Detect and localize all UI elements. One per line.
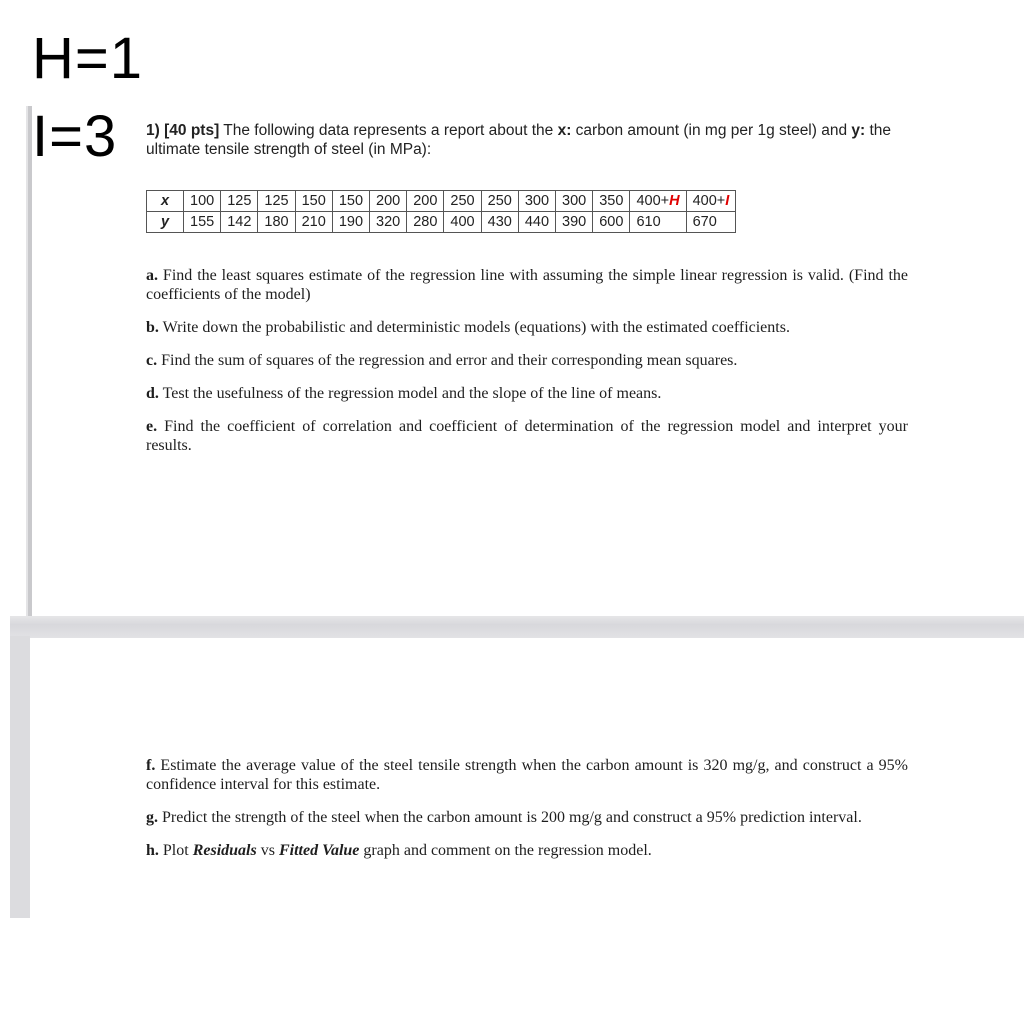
question-text-3: the ultimate tensile strength of steel (in MPa): bbox=[146, 122, 892, 158]
x-row bbox=[147, 191, 736, 212]
y-variable: y: bbox=[851, 122, 866, 139]
page-separator bbox=[10, 616, 1024, 638]
part-text: Plot bbox=[158, 842, 193, 859]
part-text: Write down the probabilistic and deterministic models (equations) with the estimated coefficients. bbox=[158, 319, 790, 336]
x-cell: 250 bbox=[481, 191, 518, 212]
x-cell-base: 400+ bbox=[636, 193, 670, 209]
part-text: graph and comment on the regression model. bbox=[359, 842, 652, 859]
x-cell: 100 bbox=[184, 191, 221, 212]
page-edge bbox=[10, 636, 30, 918]
part-h bbox=[146, 841, 908, 860]
y-row bbox=[147, 212, 736, 233]
handwritten-h-note: H=1 bbox=[32, 26, 144, 91]
part-label: c. bbox=[146, 352, 158, 369]
part-b bbox=[146, 318, 908, 337]
x-cell: 150 bbox=[332, 191, 369, 212]
y-cell: 210 bbox=[295, 212, 332, 233]
part-text: Predict the strength of the steel when the carbon amount is 200 mg/g and construct a 95% prediction interval. bbox=[158, 809, 862, 826]
part-label: d. bbox=[146, 385, 159, 402]
x-cell: 200 bbox=[407, 191, 444, 212]
part-text: Find the least squares estimate of the regression line with assuming the simple linear regression is valid. (Find the coefficients of the model) bbox=[146, 267, 908, 303]
y-cell: 670 bbox=[686, 212, 736, 233]
part-text: vs bbox=[256, 842, 279, 859]
y-cell: 142 bbox=[221, 212, 258, 233]
part-label: a. bbox=[146, 267, 158, 284]
x-cell: 300 bbox=[518, 191, 555, 212]
question-parts-page-1 bbox=[146, 266, 908, 469]
x-cell-var-i: I bbox=[725, 193, 730, 209]
x-cell: 250 bbox=[444, 191, 481, 212]
part-label: f. bbox=[146, 757, 156, 774]
y-cell: 280 bbox=[407, 212, 444, 233]
question-text-2: carbon amount (in mg per 1g steel) and bbox=[571, 122, 852, 139]
question-number: 1) bbox=[146, 122, 160, 139]
part-c bbox=[146, 351, 908, 370]
part-label: b. bbox=[146, 319, 159, 336]
y-row-label: y bbox=[147, 212, 184, 233]
part-label: h. bbox=[146, 842, 159, 859]
part-g bbox=[146, 808, 908, 827]
x-cell: 300 bbox=[556, 191, 593, 212]
x-cell: 125 bbox=[221, 191, 258, 212]
question-parts-page-2 bbox=[146, 756, 908, 874]
part-a bbox=[146, 266, 908, 304]
part-text: Find the coefficient of correlation and coefficient of determination of the regression model and interpret your results. bbox=[146, 418, 908, 454]
part-f bbox=[146, 756, 908, 794]
x-row-label: x bbox=[147, 191, 184, 212]
question-statement bbox=[146, 121, 906, 159]
part-text: Estimate the average value of the steel tensile strength when the carbon amount is 320 mg/g, and construct a 95% confidence interval for this estimate. bbox=[146, 757, 908, 793]
question-text-1: The following data represents a report about the bbox=[219, 122, 558, 139]
part-emphasis-residuals: Residuals bbox=[192, 842, 257, 859]
x-cell: 125 bbox=[258, 191, 295, 212]
y-cell: 190 bbox=[332, 212, 369, 233]
x-cell: 200 bbox=[370, 191, 407, 212]
y-cell: 155 bbox=[184, 212, 221, 233]
y-cell: 610 bbox=[630, 212, 686, 233]
data-table bbox=[146, 190, 736, 233]
x-variable: x: bbox=[557, 122, 572, 139]
x-cell: 150 bbox=[295, 191, 332, 212]
x-cell-base: 400+ bbox=[692, 193, 726, 209]
y-cell: 440 bbox=[518, 212, 555, 233]
part-text: Test the usefulness of the regression model and the slope of the line of means. bbox=[158, 385, 662, 402]
y-cell: 390 bbox=[556, 212, 593, 233]
x-cell-var-h: H bbox=[669, 193, 680, 209]
x-cell-special-i bbox=[686, 191, 736, 212]
y-cell: 400 bbox=[444, 212, 481, 233]
part-label: g. bbox=[146, 809, 158, 826]
part-emphasis-fitted-value: Fitted Value bbox=[278, 842, 360, 859]
part-label: e. bbox=[146, 418, 158, 435]
handwritten-i-note: I=3 bbox=[32, 104, 118, 169]
y-cell: 430 bbox=[481, 212, 518, 233]
y-cell: 320 bbox=[370, 212, 407, 233]
question-points: [40 pts] bbox=[164, 122, 220, 139]
y-cell: 180 bbox=[258, 212, 295, 233]
part-d bbox=[146, 384, 908, 403]
part-text: Find the sum of squares of the regression and error and their corresponding mean squares. bbox=[157, 352, 738, 369]
y-cell: 600 bbox=[593, 212, 630, 233]
part-e bbox=[146, 417, 908, 455]
x-cell: 350 bbox=[593, 191, 630, 212]
x-cell-special-h bbox=[630, 191, 686, 212]
